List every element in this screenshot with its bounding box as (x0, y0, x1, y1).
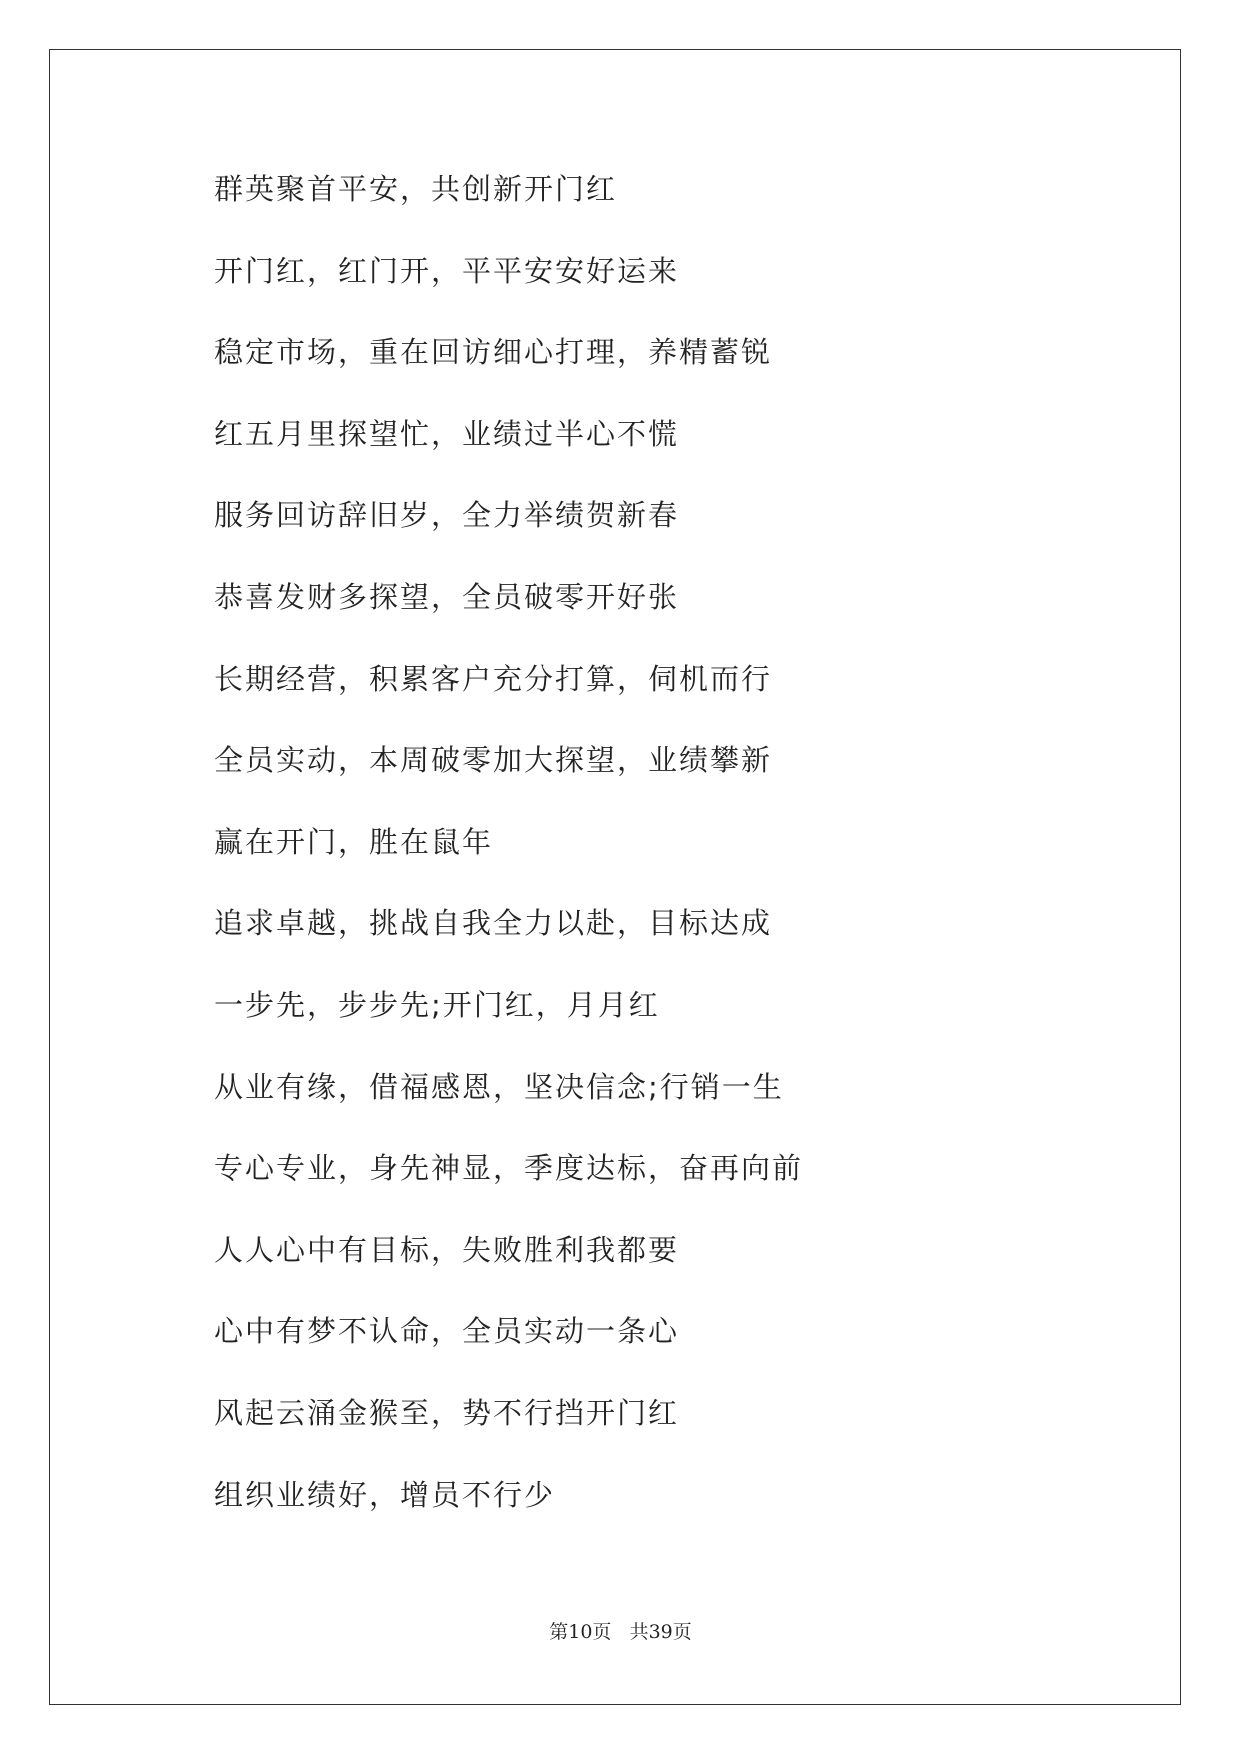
text-line: 开门红，红门开，平平安安好运来 (214, 253, 680, 288)
text-line: 服务回访辞旧岁，全力举绩贺新春 (214, 498, 680, 533)
text-line: 追求卓越，挑战自我全力以赴，目标达成 (214, 906, 773, 941)
page-total: 共39页 (629, 1621, 692, 1643)
text-line: 人人心中有目标，失败胜利我都要 (214, 1232, 680, 1267)
text-line: 长期经营，积累客户充分打算，伺机而行 (214, 661, 773, 696)
text-line: 红五月里探望忙，业绩过半心不慌 (214, 416, 680, 451)
text-line: 从业有缘，借福感恩，坚决信念;行销一生 (214, 1069, 784, 1104)
text-line: 赢在开门，胜在鼠年 (214, 824, 494, 859)
text-line: 全员实动，本周破零加大探望，业绩攀新 (214, 743, 773, 778)
text-line: 一步先，步步先;开门红，月月红 (214, 987, 660, 1022)
text-line: 群英聚首平安，共创新开门红 (214, 172, 618, 206)
text-line: 风起云涌金猴至，势不行挡开门红 (214, 1395, 680, 1430)
text-line: 专心专业，身先神显，季度达标，奋再向前 (214, 1151, 804, 1186)
page-footer (0, 1617, 1241, 1644)
text-line: 组织业绩好，增员不行少 (214, 1477, 556, 1512)
text-line: 恭喜发财多探望，全员破零开好张 (214, 579, 680, 614)
page-number: 第10页 (549, 1621, 612, 1643)
text-line: 心中有梦不认命，全员实动一条心 (214, 1314, 680, 1349)
document-body (214, 170, 803, 1557)
text-line: 稳定市场，重在回访细心打理，养精蓄锐 (214, 335, 773, 370)
